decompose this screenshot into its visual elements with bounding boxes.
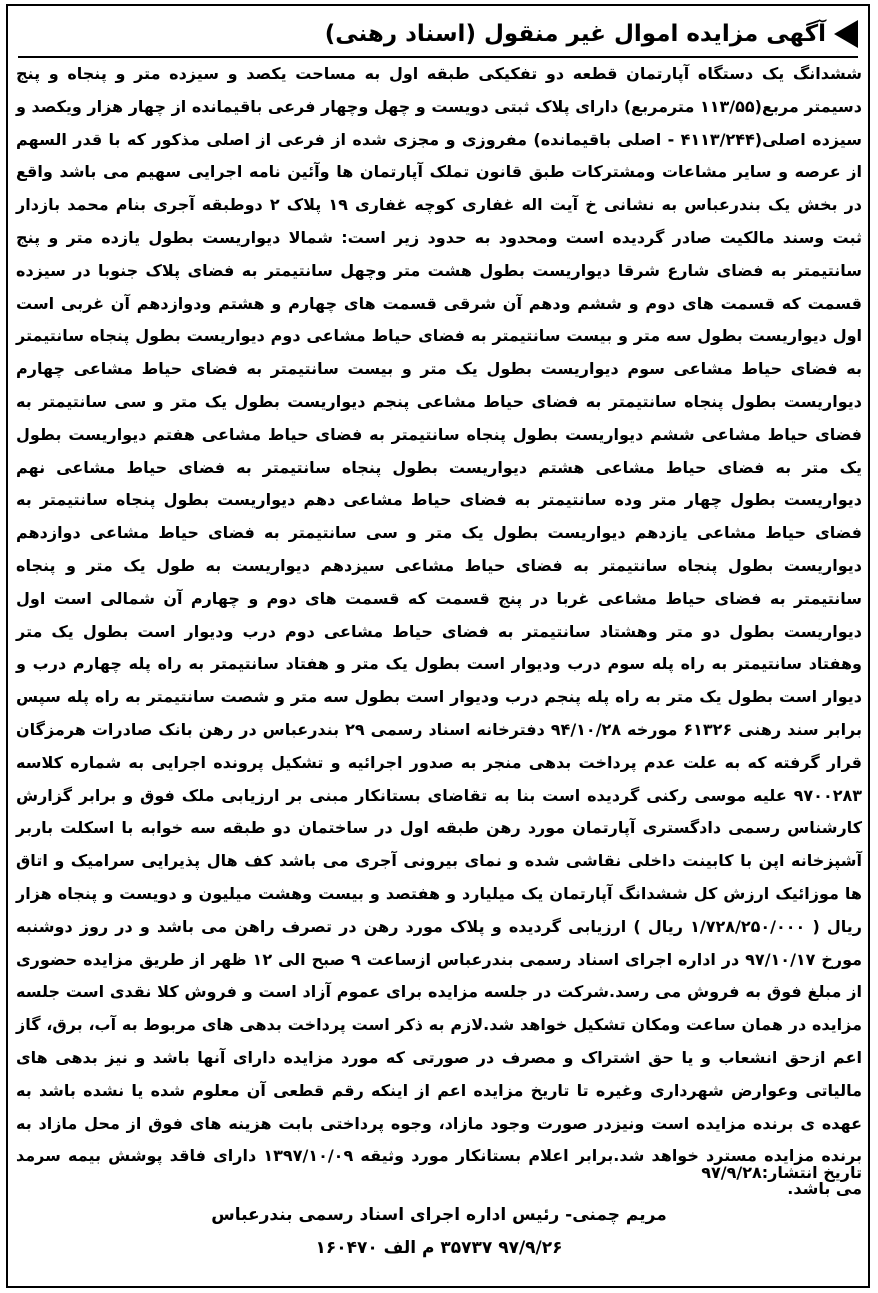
notice-body: ششدانگ یک دستگاه آپارتمان قطعه دو تفکیکی طبقه اول به مساحت یکصد و سیزده متر و پنجاه و پنج دسیمتر مربع(۱۱۳/۵۵ مترمربع) دارای پلاک ثبتی دویست و چهل وچهار فرعی باقیمانده از چهار هزار ویکصد و سیزده اصلی(۴۱۱۳/۲۴۴ - اصلی باقیمانده) مفروزی و مجزی شده از فرعی از اصلی مذکور که با قدر السهم از عرصه و سایر مشاعات ومشترکات طبق قانون تملک آپارتمان ها وآئین نامه اجرایی سهیم می باشد واقع در بخش یک بندرعباس به نشانی خ آیت اله غفاری کوچه غفاری ۱۹ پلاک ۲ دوطبقه آجری بنام محمد بازدار ثبت وسند مالکیت صادر گردیده است ومحدود به حدود زیر است: شمالا دیواریست بطول یازده متر و پنج سانتیمتر به فضای شارع شرقا دیواریست بطول هشت متر وچهل سانتیمتر به فضای پلاک جنوبا در سیزده قسمت که قسمت های دوم و ششم ودهم آن شرقی قسمت های چهارم و هشتم ودوازدهم آن غربی است اول دیواریست بطول سه متر و بیست سانتیمتر به فضای حیاط مشاعی دوم دیواریست بطول پنجاه سانتیمتر به فضای حیاط مشاعی سوم دیواریست بطول یک متر و بیست سانتیمتر به فضای حیاط مشاعی چهارم دیواریست بطول پنجاه سانتیمتر به فضای حیاط مشاعی پنجم دیواریست بطول یک متر و سی سانتیمتر به فضای حیاط مشاعی ششم دیواریست بطول پنجاه سانتیمتر به فضای حیاط مشاعی هفتم دیواریست بطول یک متر به فضای حیاط مشاعی هشتم دیواریست بطول پنجاه سانتیمتر به فضای حیاط مشاعی نهم دیواریست بطول چهار متر وده سانتیمتر به فضای حیاط مشاعی دهم دیواریست بطول پنجاه سانتیمتر به فضای حیاط مشاعی یازدهم دیواریست بطول یک متر و سی سانتیمتر به فضای حیاط مشاعی دوازدهم دیواریست بطول پنجاه سانتیمتر به فضای حیاط مشاعی سیزدهم دیواریست به طول یک متر و پنجاه سانتیمتر به فضای حیاط مشاعی غربا در پنج قسمت که قسمت های دوم و چهارم آن شمالی است اول دیواریست بطول دو متر وهشتاد سانتیمتر به فضای حیاط مشاعی دوم درب ودیوار است بطول یک متر وهفتاد سانتیمتر به راه پله سوم درب ودیوار است بطول یک متر و هفتاد سانتیمتر به راه پله چهارم درب و دیوار است بطول یک متر به راه پله پنجم درب ودیوار است بطول سه متر و شصت سانتیمتر به راه پله سپس برابر سند رهنی ۶۱۳۲۶ مورخه ۹۴/۱۰/۲۸ دفترخانه اسناد رسمی ۲۹ بندرعباس در رهن بانک صادرات هرمزگان قرار گرفته که به علت عدم پرداخت بدهی منجر به صدور اجرائیه و تشکیل پرونده اجرایی به شماره کلاسه ۹۷۰۰۲۸۳ علیه موسی رکنی گردیده است بنا به تقاضای بستانکار مبنی بر ارزیابی ملک فوق و برابر گزارش کارشناس رسمی دادگستری آپارتمان مورد رهن طبقه اول در ساختمان دو طبقه سه خوابه با اسکلت باربر آشپزخانه اپن با کابینت داخلی نقاشی شده و نمای بیرونی آجری می باشد کف هال پذیرایی سرامیک و اتاق ها موزائیک ارزش کل ششدانگ آپارتمان یک میلیارد و هفتصد و بیست وهشت میلیون و دویست و پنجاه هزار ریال ( ۱/۷۲۸/۲۵۰/۰۰۰ ریال ) ارزیابی گردیده و پلاک مورد رهن در تصرف راهن می باشد و در روز دوشنبه مورخ ۹۷/۱۰/۱۷ در اداره اجرای اسناد رسمی بندرعباس ازساعت ۹ صبح الی ۱۲ ظهر از طریق مزایده حضوری از مبلغ فوق به فروش می رسد.شرکت در جلسه مزایده برای عموم آزاد است و فروش کلا نقدی است جلسه مزایده در همان ساعت ومکان تشکیل خواهد شد.لازم به ذکر است پرداخت بدهی های مربوط به آب، برق، گاز اعم ازحق انشعاب و یا حق اشتراک و مصرف در صورتی که مورد مزایده دارای آنها باشد و نیز بدهی های مالیاتی وعوارض شهرداری وغیره تا تاریخ مزایده اعم از اینکه رقم قطعی آن معلوم شده یا نشده باشد به عهده ی برنده مزایده است ونیزدر صورت وجود مازاد، وجوه پرداختی بابت هزینه های فوق از محل مازاد به برنده مزایده مسترد خواهد شد.برابر اعلام بستانکار مورد وثیقه ۱۳۹۷/۱۰/۰۹ دارای فاقد پوشش بیمه سرمد می باشد. [16, 64, 863, 1199]
reference-number: ۹۷/۹/۲۶ ۳۵۷۳۷ م الف ۱۶۰۴۷۰ [315, 1238, 563, 1258]
notice-header [325, 12, 858, 56]
signature-line: مریم چمنی- رئیس اداره اجرای اسناد رسمی بندرعباس [211, 1205, 667, 1225]
notice-title: آگهی مزایده اموال غیر منقول (اسناد رهنی) [324, 21, 826, 47]
publish-date: تاریخ انتشار:۹۷/۹/۲۸ [701, 1163, 862, 1182]
triangle-marker-icon [834, 20, 858, 48]
